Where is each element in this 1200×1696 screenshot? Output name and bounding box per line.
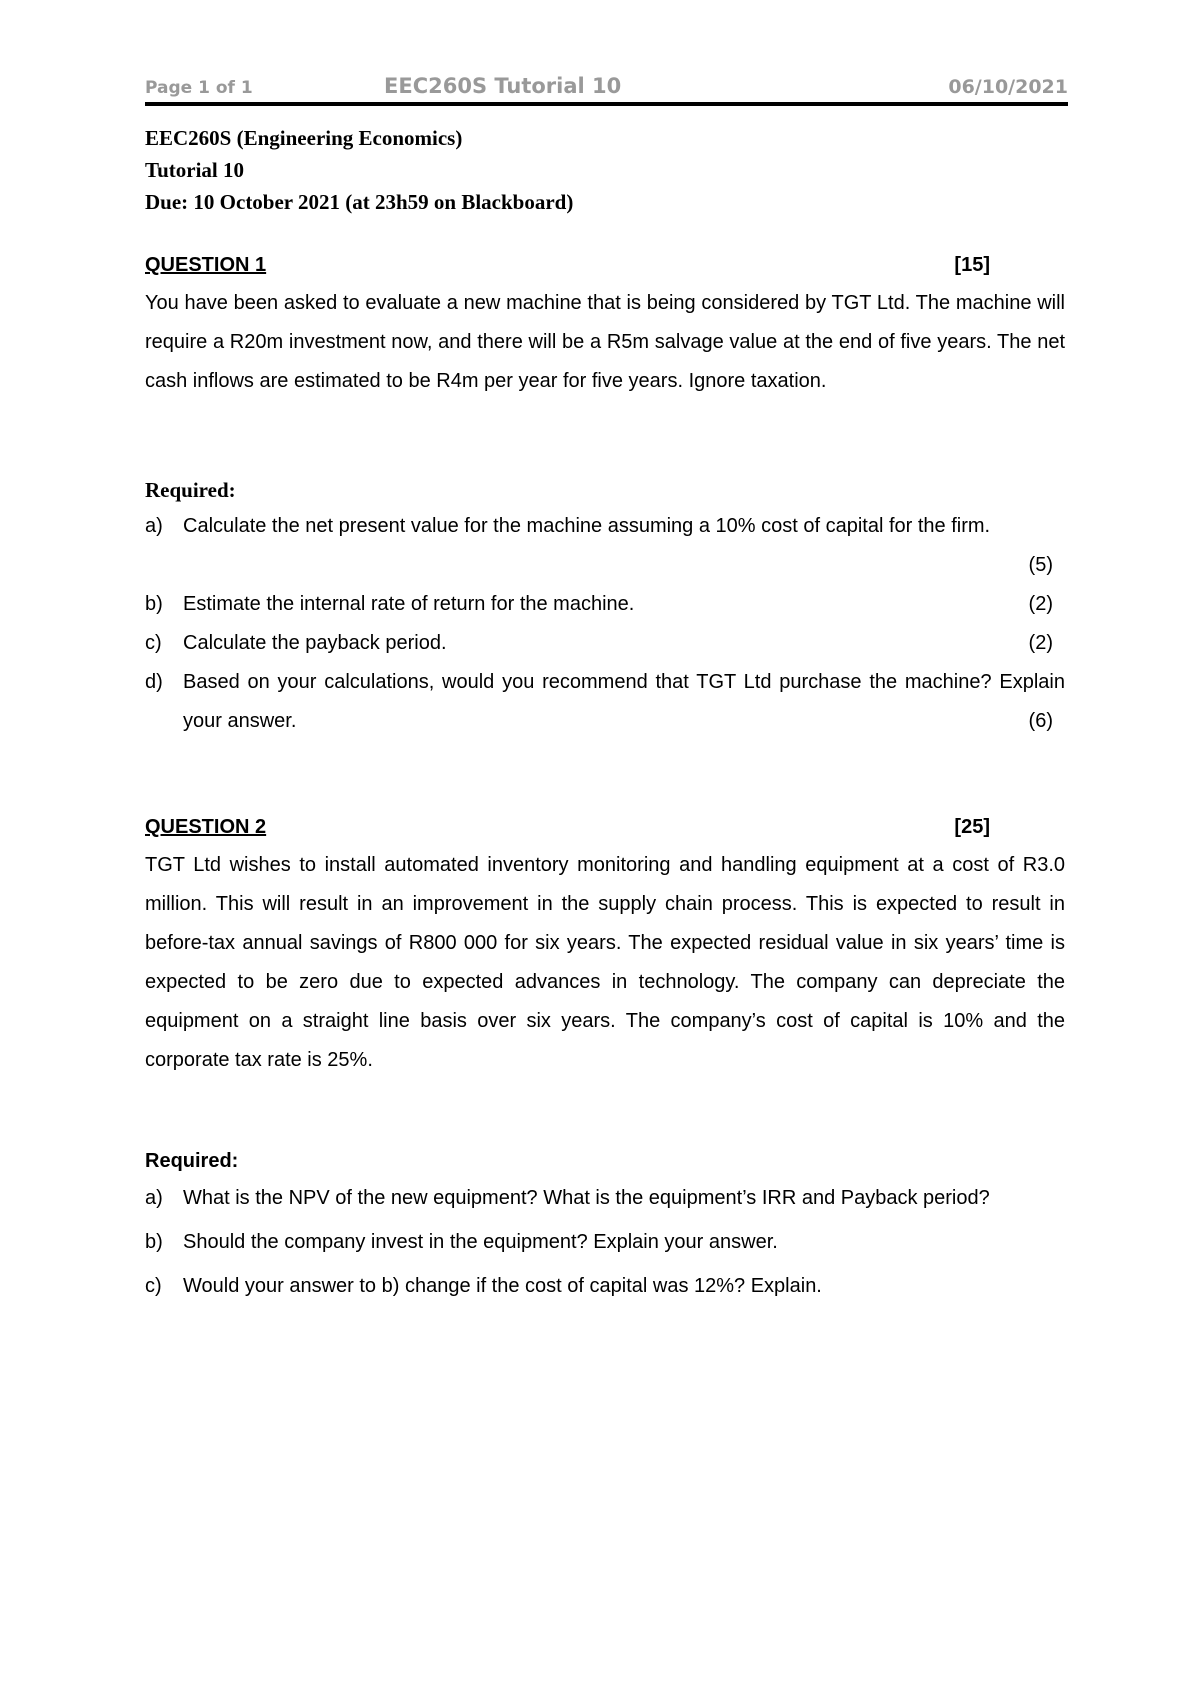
- due-date: Due: 10 October 2021 (at 23h59 on Blackboard): [145, 190, 574, 214]
- question-1-body: You have been asked to evaluate a new machine that is being considered by TGT Ltd. The machine will require a R20m investment now, and there will be a R5m salvage value at the end of five years. The net cash inflows are estimated to be R4m per year for five years. Ignore taxation.: [145, 292, 1065, 392]
- question-2-heading: [145, 816, 990, 839]
- question-1-required: Required:: [145, 478, 236, 502]
- item-text: Calculate the payback period.: [183, 632, 447, 654]
- tutorial-title: Tutorial 10: [145, 158, 244, 182]
- question-2-body: TGT Ltd wishes to install automated inventory monitoring and handling equipment at a cost of R3.0 million. This will result in an improvement in the supply chain process. This is expected to result in before-tax annual savings of R800 000 for six years. The expected residual value in six years’ time is expected to be zero due to expected advances in technology. The company can depreciate the equipment on a straight line basis over six years. The company’s cost of capital is 10% and the corporate tax rate is 25%.: [145, 854, 1065, 1071]
- question-2-item-a: [145, 1179, 1065, 1218]
- item-label: c): [145, 632, 162, 654]
- item-label: b): [145, 593, 163, 615]
- item-text: Calculate the net present value for the machine assuming a 10% cost of capital for the firm.: [183, 515, 991, 537]
- question-1-heading: [145, 254, 990, 277]
- item-label: d): [145, 671, 163, 693]
- question-2-item-b: [145, 1223, 1065, 1262]
- item-marks: (6): [1028, 710, 1053, 732]
- header-date: 06/10/2021: [948, 76, 1068, 98]
- question-1-item-b: [145, 585, 1065, 624]
- item-marks: (5): [1028, 554, 1053, 576]
- question-1-item-a: [145, 507, 1065, 585]
- header-course: EEC260S Tutorial 10: [384, 74, 622, 98]
- question-1-marks: [15]: [954, 254, 990, 276]
- item-text: Should the company invest in the equipment? Explain your answer.: [183, 1231, 778, 1253]
- item-text: Based on your calculations, would you recommend that TGT Ltd purchase the machine? Explain your answer.: [183, 671, 1065, 732]
- item-label: b): [145, 1231, 163, 1253]
- item-text: What is the NPV of the new equipment? What is the equipment’s IRR and Payback period?: [183, 1187, 990, 1209]
- question-1-label: QUESTION 1: [145, 254, 267, 276]
- item-label: a): [145, 515, 163, 537]
- question-2-item-c: [145, 1267, 1065, 1306]
- header-page-number: Page 1 of 1: [145, 78, 253, 98]
- question-1-item-c: [145, 624, 1065, 663]
- header-rule: [145, 102, 1068, 106]
- item-marks: (2): [1028, 632, 1053, 654]
- item-marks: (2): [1028, 593, 1053, 615]
- item-text: Estimate the internal rate of return for the machine.: [183, 593, 635, 615]
- question-2-marks: [25]: [954, 816, 990, 838]
- question-2-label: QUESTION 2: [145, 816, 267, 838]
- question-1-item-d: [145, 663, 1065, 741]
- item-text: Would your answer to b) change if the cost of capital was 12%? Explain.: [183, 1275, 822, 1297]
- course-title: EEC260S (Engineering Economics): [145, 126, 463, 150]
- item-label: a): [145, 1187, 163, 1209]
- item-label: c): [145, 1275, 162, 1297]
- question-2-required: Required:: [145, 1150, 239, 1172]
